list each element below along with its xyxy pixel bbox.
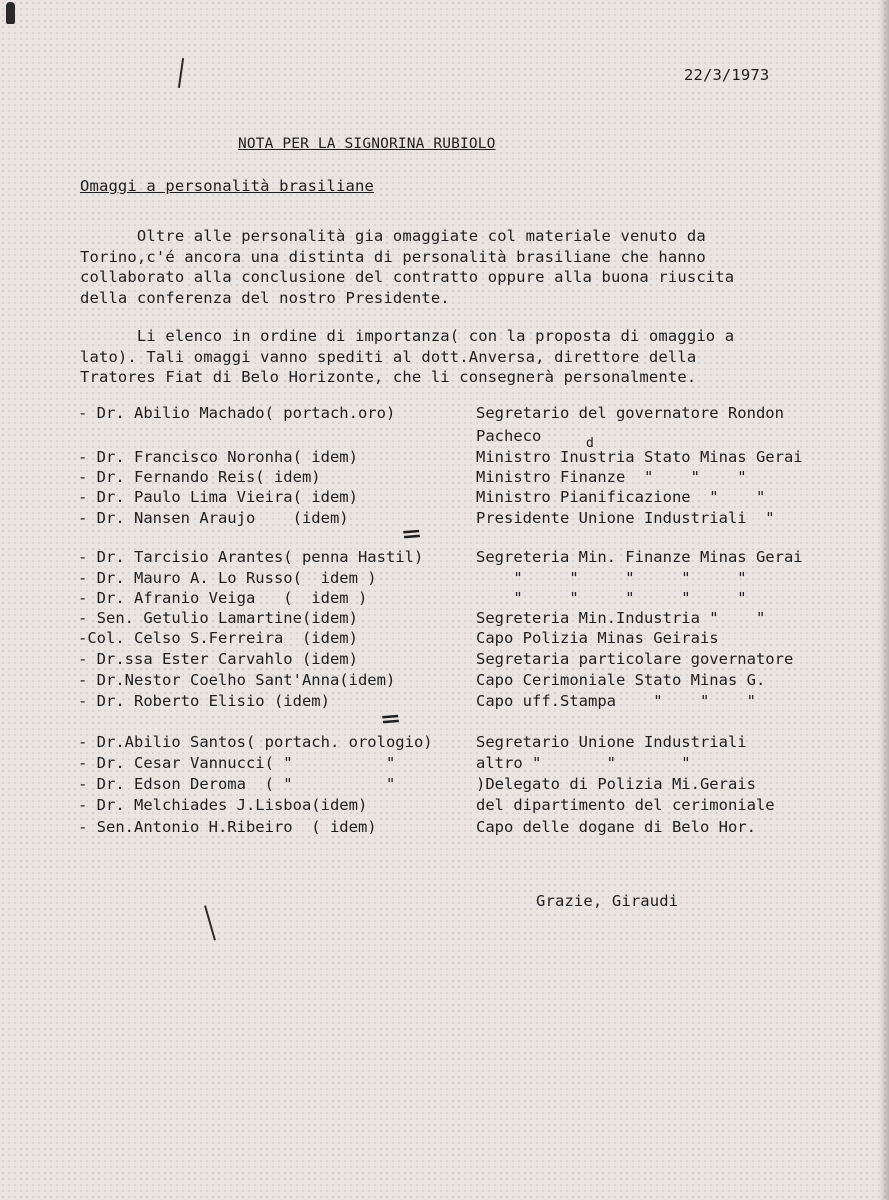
recipient-name: -Col. Celso S.Ferreira (idem) [78, 629, 358, 647]
recipient-role: Segretaria particolare governatore [476, 650, 794, 668]
recipient-role: )Delegato di Polizia Mi.Gerais [476, 775, 756, 793]
list-item [0, 448, 889, 469]
document-title: NOTA PER LA SIGNORINA RUBIOLO [238, 136, 496, 152]
list-item [0, 468, 889, 489]
recipient-name: - Dr. Mauro A. Lo Russo( idem ) [78, 569, 377, 587]
recipient-name: - Dr. Roberto Elisio (idem) [78, 692, 330, 710]
list-item [0, 404, 889, 425]
recipient-role: " " " " " [476, 569, 747, 587]
recipient-role: Segreteria Min.Industria " " [476, 609, 766, 627]
paragraph-intro: Oltre alle personalità gia omaggiate col materiale venuto da Torino,c'é ancora una distinta di personalità brasiliane che hanno collaborato alla conclusione del contratto oppure alla buona riuscita della conferenza del nostro Presidente. [80, 227, 735, 307]
handwritten-correction: d [586, 436, 594, 451]
list-item [0, 671, 889, 692]
recipient-name: - Dr. Edson Deroma ( " " [78, 775, 396, 793]
recipient-role: Capo Polizia Minas Geirais [476, 629, 719, 647]
list-item [0, 629, 889, 650]
recipient-name: - Dr.Abilio Santos( portach. orologio) [78, 733, 433, 751]
recipient-name: - Dr. Abilio Machado( portach.oro) [78, 404, 396, 422]
list-item [0, 650, 889, 671]
recipient-name: - Dr. Cesar Vannucci( " " [78, 754, 396, 772]
list-item [0, 775, 889, 796]
recipient-name: - Sen.Antonio H.Ribeiro ( idem) [78, 818, 377, 836]
recipient-name: - Sen. Getulio Lamartine(idem) [78, 609, 358, 627]
list-item [0, 754, 889, 775]
list-item [0, 609, 889, 630]
list-item [0, 796, 889, 817]
recipient-name: - Dr.ssa Ester Carvahlo (idem) [78, 650, 358, 668]
recipient-name: - Dr. Francisco Noronha( idem) [78, 448, 358, 466]
recipient-role: del dipartimento del cerimoniale [476, 796, 775, 814]
recipient-role: altro " " " [476, 754, 691, 772]
recipient-role: Ministro Finanze " " " [476, 468, 747, 486]
list-item [0, 733, 889, 754]
document-subject: Omaggi a personalità brasiliane [80, 177, 374, 195]
binder-clip-mark [6, 2, 15, 24]
recipient-name: - Dr. Paulo Lima Vieira( idem) [78, 488, 358, 506]
recipient-role: Ministro Pianificazione " " [476, 488, 766, 506]
recipient-name: - Dr.Nestor Coelho Sant'Anna(idem) [78, 671, 396, 689]
recipient-role: Pacheco [476, 427, 542, 445]
recipient-role: Capo Cerimoniale Stato Minas G. [476, 671, 766, 689]
group-separator: = [400, 521, 423, 548]
list-item [0, 692, 889, 713]
closing-signature: Grazie, Giraudi [536, 892, 679, 910]
recipient-role: Capo uff.Stampa " " " [476, 692, 756, 710]
list-item [0, 509, 889, 530]
group-separator: = [379, 706, 402, 733]
pen-mark [204, 905, 215, 940]
recipient-role: Capo delle dogane di Belo Hor. [476, 818, 756, 836]
pen-mark [178, 58, 184, 88]
list-item [0, 427, 889, 448]
recipient-name: - Dr. Nansen Araujo (idem) [78, 509, 349, 527]
list-item [0, 589, 889, 610]
recipient-name: - Dr. Fernando Reis( idem) [78, 468, 321, 486]
recipient-role: Segretario del governatore Rondon [476, 404, 784, 422]
paragraph-instructions: Li elenco in ordine di importanza( con la proposta di omaggio a lato). Tali omaggi vanno spediti al dott.Anversa, direttore della Tratores Fiat di Belo Horizonte, che li consegnerà personalmente. [80, 327, 735, 386]
list-item [0, 548, 889, 569]
list-item [0, 488, 889, 509]
recipient-role: Segreteria Min. Finanze Minas Gerai [476, 548, 803, 566]
recipient-role: " " " " " [476, 589, 747, 607]
document-date: 22/3/1973 [684, 66, 770, 84]
recipient-name: - Dr. Afranio Veiga ( idem ) [78, 589, 368, 607]
recipient-name: - Dr. Melchiades J.Lisboa(idem) [78, 796, 368, 814]
recipient-role: Ministro Inustria Stato Minas Gerai [476, 448, 803, 466]
recipient-name: - Dr. Tarcisio Arantes( penna Hastil) [78, 548, 424, 566]
recipient-role: Segretario Unione Industriali [476, 733, 747, 751]
list-item [0, 818, 889, 839]
recipient-role: Presidente Unione Industriali " [476, 509, 775, 527]
list-item [0, 569, 889, 590]
